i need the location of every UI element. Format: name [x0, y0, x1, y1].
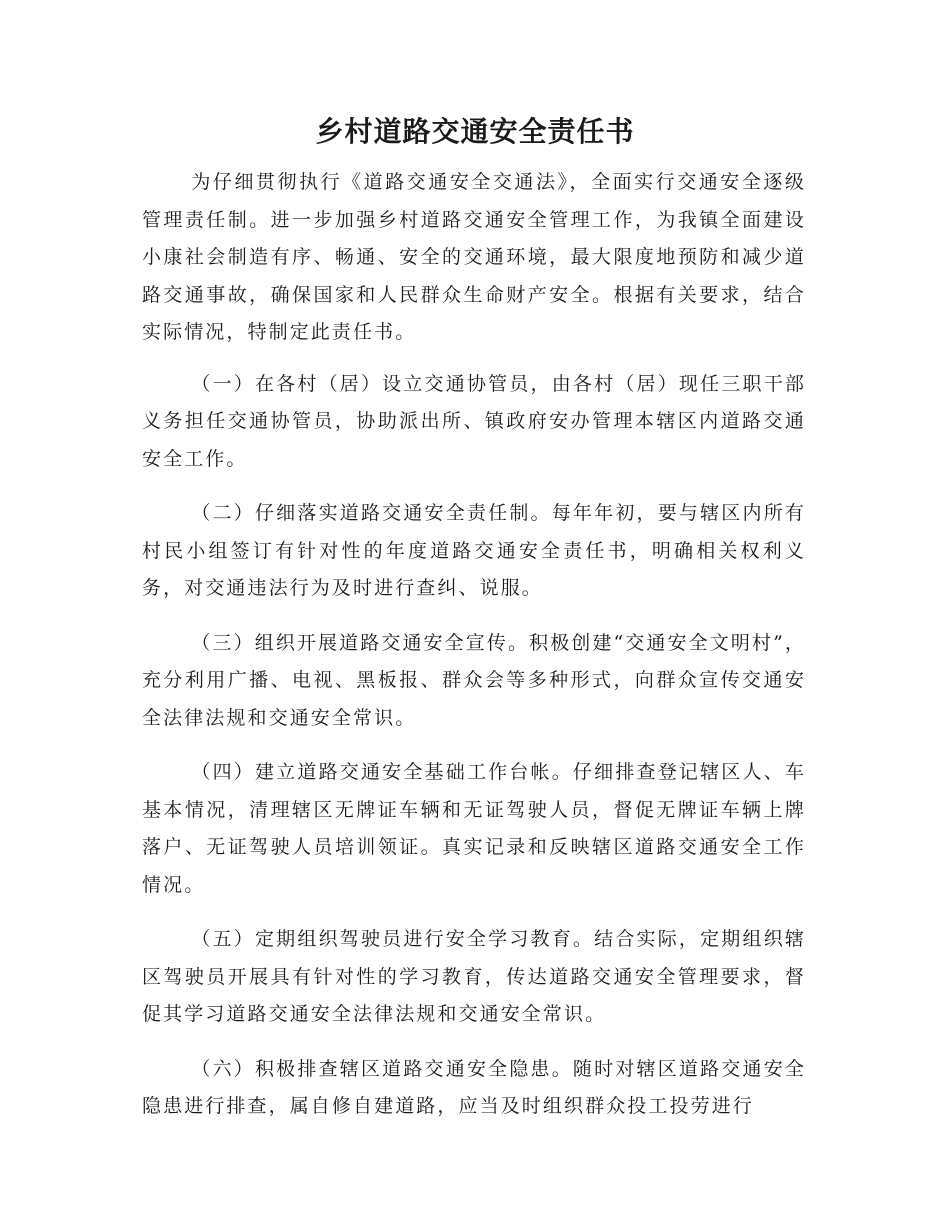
clause-3-paragraph: （三）组织开展道路交通安全宣传。积极创建“交通安全文明村”，充分利用广播、电视、黑板报、群众会等多种形式，向群众宣传交通安全法律法规和交通安全常识。 [142, 631, 806, 729]
clause-6-paragraph: （六）积极排查辖区道路交通安全隐患。随时对辖区道路交通安全隐患进行排查，属自修自建道路，应当及时组织群众投工投劳进行 [142, 1057, 806, 1117]
document-title: 乡村道路交通安全责任书 [315, 115, 635, 148]
intro-paragraph: 为仔细贯彻执行《道路交通安全交通法》，全面实行交通安全逐级管理责任制。进一步加强乡村道路交通安全管理工作，为我镇全面建设小康社会制造有序、畅通、安全的交通环境，最大限度地预防和减少道路交通事故，确保国家和人民群众生命财产安全。根据有关要求，结合实际情况，特制定此责任书。 [142, 171, 806, 343]
clause-2-paragraph: （二）仔细落实道路交通安全责任制。每年年初，要与辖区内所有村民小组签订有针对性的年度道路交通安全责任书，明确相关权利义务，对交通违法行为及时进行查纠、说服。 [142, 502, 806, 599]
clause-4-paragraph: （四）建立道路交通安全基础工作台帐。仔细排查登记辖区人、车基本情况，清理辖区无牌证车辆和无证驾驶人员，督促无牌证车辆上牌落户、无证驾驶人员培训领证。真实记录和反映辖区道路交通安全工作情况。 [142, 761, 806, 896]
document-body [142, 164, 806, 1143]
clause-1-paragraph: （一）在各村（居）设立交通协管员，由各村（居）现任三职干部义务担任交通协管员，协助派出所、镇政府安办管理本辖区内道路交通安全工作。 [142, 372, 806, 470]
clause-5-paragraph: （五）定期组织驾驶员进行安全学习教育。结合实际，定期组织辖区驾驶员开展具有针对性的学习教育，传达道路交通安全管理要求，督促其学习道路交通安全法律法规和交通安全常识。 [142, 928, 806, 1025]
